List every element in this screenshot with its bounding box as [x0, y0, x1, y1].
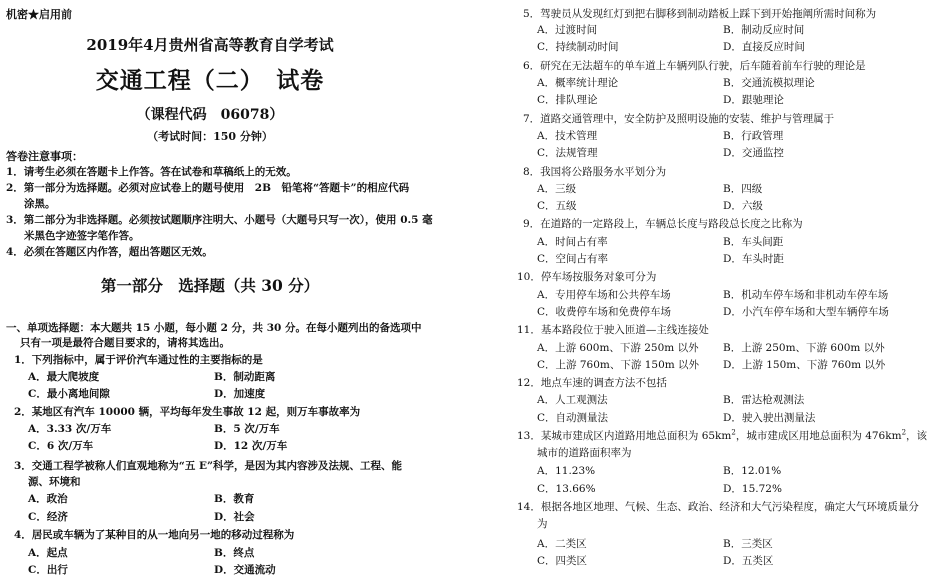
superscript: 2	[731, 428, 736, 437]
option-d: D．交通监控	[723, 147, 784, 159]
secret-label: 机密★启用前	[6, 8, 72, 21]
option-d: D．加速度	[214, 388, 266, 400]
option-a: A．过渡时间	[537, 24, 598, 36]
option-c: C．四类区	[537, 555, 588, 567]
option-c: C．空间占有率	[537, 253, 609, 265]
option-d: D．跟驰理论	[723, 94, 784, 106]
question-stem	[517, 428, 927, 443]
question-stem: 14．根据各地区地理、气候、生态、政治、经济和大气污染程度，确定大气环境质量分	[517, 501, 919, 513]
option-a: A．人工观测法	[537, 394, 608, 406]
note-line: 米黑色字迹签字笔作答。	[24, 230, 140, 242]
question-stem: 7．道路交通管理中，安全防护及照明设施的安装、维护与管理属于	[523, 113, 835, 125]
option-c: C．法规管理	[537, 147, 598, 159]
option-d: D．上游 150m、下游 760m 以外	[723, 359, 886, 371]
option-a: A．最大爬坡度	[28, 371, 100, 383]
option-b: B．行政管理	[723, 130, 784, 142]
question-stem: 9．在道路的一定路段上，车辆总长度与路段总长度之比称为	[523, 218, 803, 230]
option-a: A．三级	[537, 183, 577, 195]
question-stem: 4．居民或车辆为了某种目的从一地向另一地的移动过程称为	[14, 529, 295, 541]
option-a: A．时间占有率	[537, 236, 608, 248]
note-line: 涂黑。	[24, 198, 56, 210]
notes-heading: 答卷注意事项：	[6, 150, 83, 163]
note-line: 1．请考生必须在答题卡上作答。答在试卷和草稿纸上的无效。	[6, 166, 297, 178]
option-a: A．二类区	[537, 538, 587, 550]
option-c: C．持续制动时间	[537, 41, 619, 53]
option-d: D．六级	[723, 200, 763, 212]
option-a: A．3.33 次/万车	[28, 423, 112, 435]
option-c: C．13.66%	[537, 483, 596, 495]
note-line: 3．第二部分为非选择题。必须按试题顺序注明大、小题号（大题号只写一次），使用 0.5 毫	[6, 214, 433, 226]
option-a: A．技术管理	[537, 130, 598, 142]
option-b: B．5 次/万车	[214, 423, 280, 435]
option-c: C．收费停车场和免费停车场	[537, 306, 672, 318]
question-stem: 12．地点车速的调查方法不包括	[517, 377, 667, 389]
option-b: B．终点	[214, 547, 255, 559]
option-b: B．机动车停车场和非机动车停车场	[723, 289, 889, 301]
exam-title: 2019年4月贵州省高等教育自学考试	[86, 36, 334, 54]
left-page	[0, 0, 453, 580]
question-stem: 3．交通工程学被称人们直观地称为“五 E”科学，是因为其内容涉及法规、工程、能	[14, 460, 403, 472]
option-c: C．6 次/万车	[28, 440, 94, 452]
option-a: A．起点	[28, 547, 68, 559]
option-c: C．五级	[537, 200, 577, 212]
note-line: 2．第一部分为选择题。必须对应试卷上的题号使用 2B 铅笔将“答题卡”的相应代码	[6, 182, 410, 194]
note-line: 4．必须在答题区内作答，超出答题区无效。	[6, 246, 213, 258]
option-d: D．直接反应时间	[723, 41, 805, 53]
option-a: A．上游 600m、下游 250m 以外	[537, 342, 699, 354]
option-c: C．经济	[28, 511, 68, 523]
option-b: B．教育	[214, 493, 255, 505]
section-title: 第一部分 选择题（共 30 分）	[100, 276, 320, 295]
question-stem: 5．驾驶员从发现红灯到把右脚移到制动踏板上踩下到开始拖阐所需时间称为	[523, 8, 877, 20]
option-c: C．上游 760m、下游 150m 以外	[537, 359, 700, 371]
option-b: B．三类区	[723, 538, 773, 550]
option-a: A．11.23%	[537, 465, 596, 477]
option-c: C．排队理论	[537, 94, 598, 106]
question-stem-cont: 源、环境和	[28, 476, 81, 488]
option-b: B．上游 250m、下游 600m 以外	[723, 342, 885, 354]
stem-part: ，城市建成区用地总面积为 476km	[735, 430, 902, 442]
option-a: A．专用停车场和公共停车场	[537, 289, 671, 301]
option-b: B．制动距离	[214, 371, 276, 383]
question-stem: 2．某地区有汽车 10000 辆，平均每年发生事故 12 起，则万车事故率为	[14, 406, 361, 418]
option-c: C．最小离地间隙	[28, 388, 110, 400]
option-c: C．自动测量法	[537, 412, 609, 424]
option-d: D．12 次/万车	[214, 440, 288, 452]
exam-time: （考试时间：150 分钟）	[147, 130, 273, 143]
stem-part: ，该	[906, 430, 927, 442]
question-stem: 8．我国将公路服务水平划分为	[523, 166, 667, 178]
option-b: B．四级	[723, 183, 763, 195]
option-a: A．政治	[28, 493, 68, 505]
option-d: D．驶入驶出测量法	[723, 412, 816, 424]
right-page	[453, 0, 927, 580]
option-b: B．12.01%	[723, 465, 782, 477]
instruction-line: 只有一项是最符合题目要求的，请将其选出。	[20, 337, 230, 349]
stem-part: 13．某城市建成区内道路用地总面积为 65km	[517, 430, 732, 442]
question-stem: 1．下列指标中，属于评价汽车通过性的主要指标的是	[14, 354, 263, 366]
question-stem: 6．研究在无法超车的单车道上车辆列队行驶，后车随着前车行驶的理论是	[523, 60, 866, 72]
course-code: （课程代码 06078）	[136, 107, 284, 123]
option-d: D．车头时距	[723, 253, 784, 265]
option-d: D．五类区	[723, 555, 774, 567]
question-stem-cont: 为	[537, 518, 548, 530]
option-d: D．交通流动	[214, 564, 276, 576]
option-b: B．雷达枪观测法	[723, 394, 805, 406]
question-stem-cont: 城市的道路面积率为	[537, 447, 632, 459]
superscript: 2	[901, 428, 907, 437]
instruction-line: 一、单项选择题：本大题共 15 小题，每小题 2 分，共 30 分。在每小题列出的备选项中	[6, 322, 422, 334]
option-b: B．车头间距	[723, 236, 784, 248]
question-stem: 11．基本路段位于驶入匝道—主线连接处	[517, 324, 709, 336]
option-d: D．15.72%	[723, 483, 782, 495]
option-d: D．小汽车停车场和大型车辆停车场	[723, 306, 889, 318]
option-a: A．概率统计理论	[537, 77, 619, 89]
option-c: C．出行	[28, 564, 68, 576]
paper-title: 交通工程（二） 试卷	[95, 67, 325, 94]
option-b: B．制动反应时间	[723, 24, 805, 36]
question-stem: 10．停车场按服务对象可分为	[517, 271, 657, 283]
option-b: B．交通流模拟理论	[723, 77, 815, 89]
option-d: D．社会	[214, 511, 255, 523]
